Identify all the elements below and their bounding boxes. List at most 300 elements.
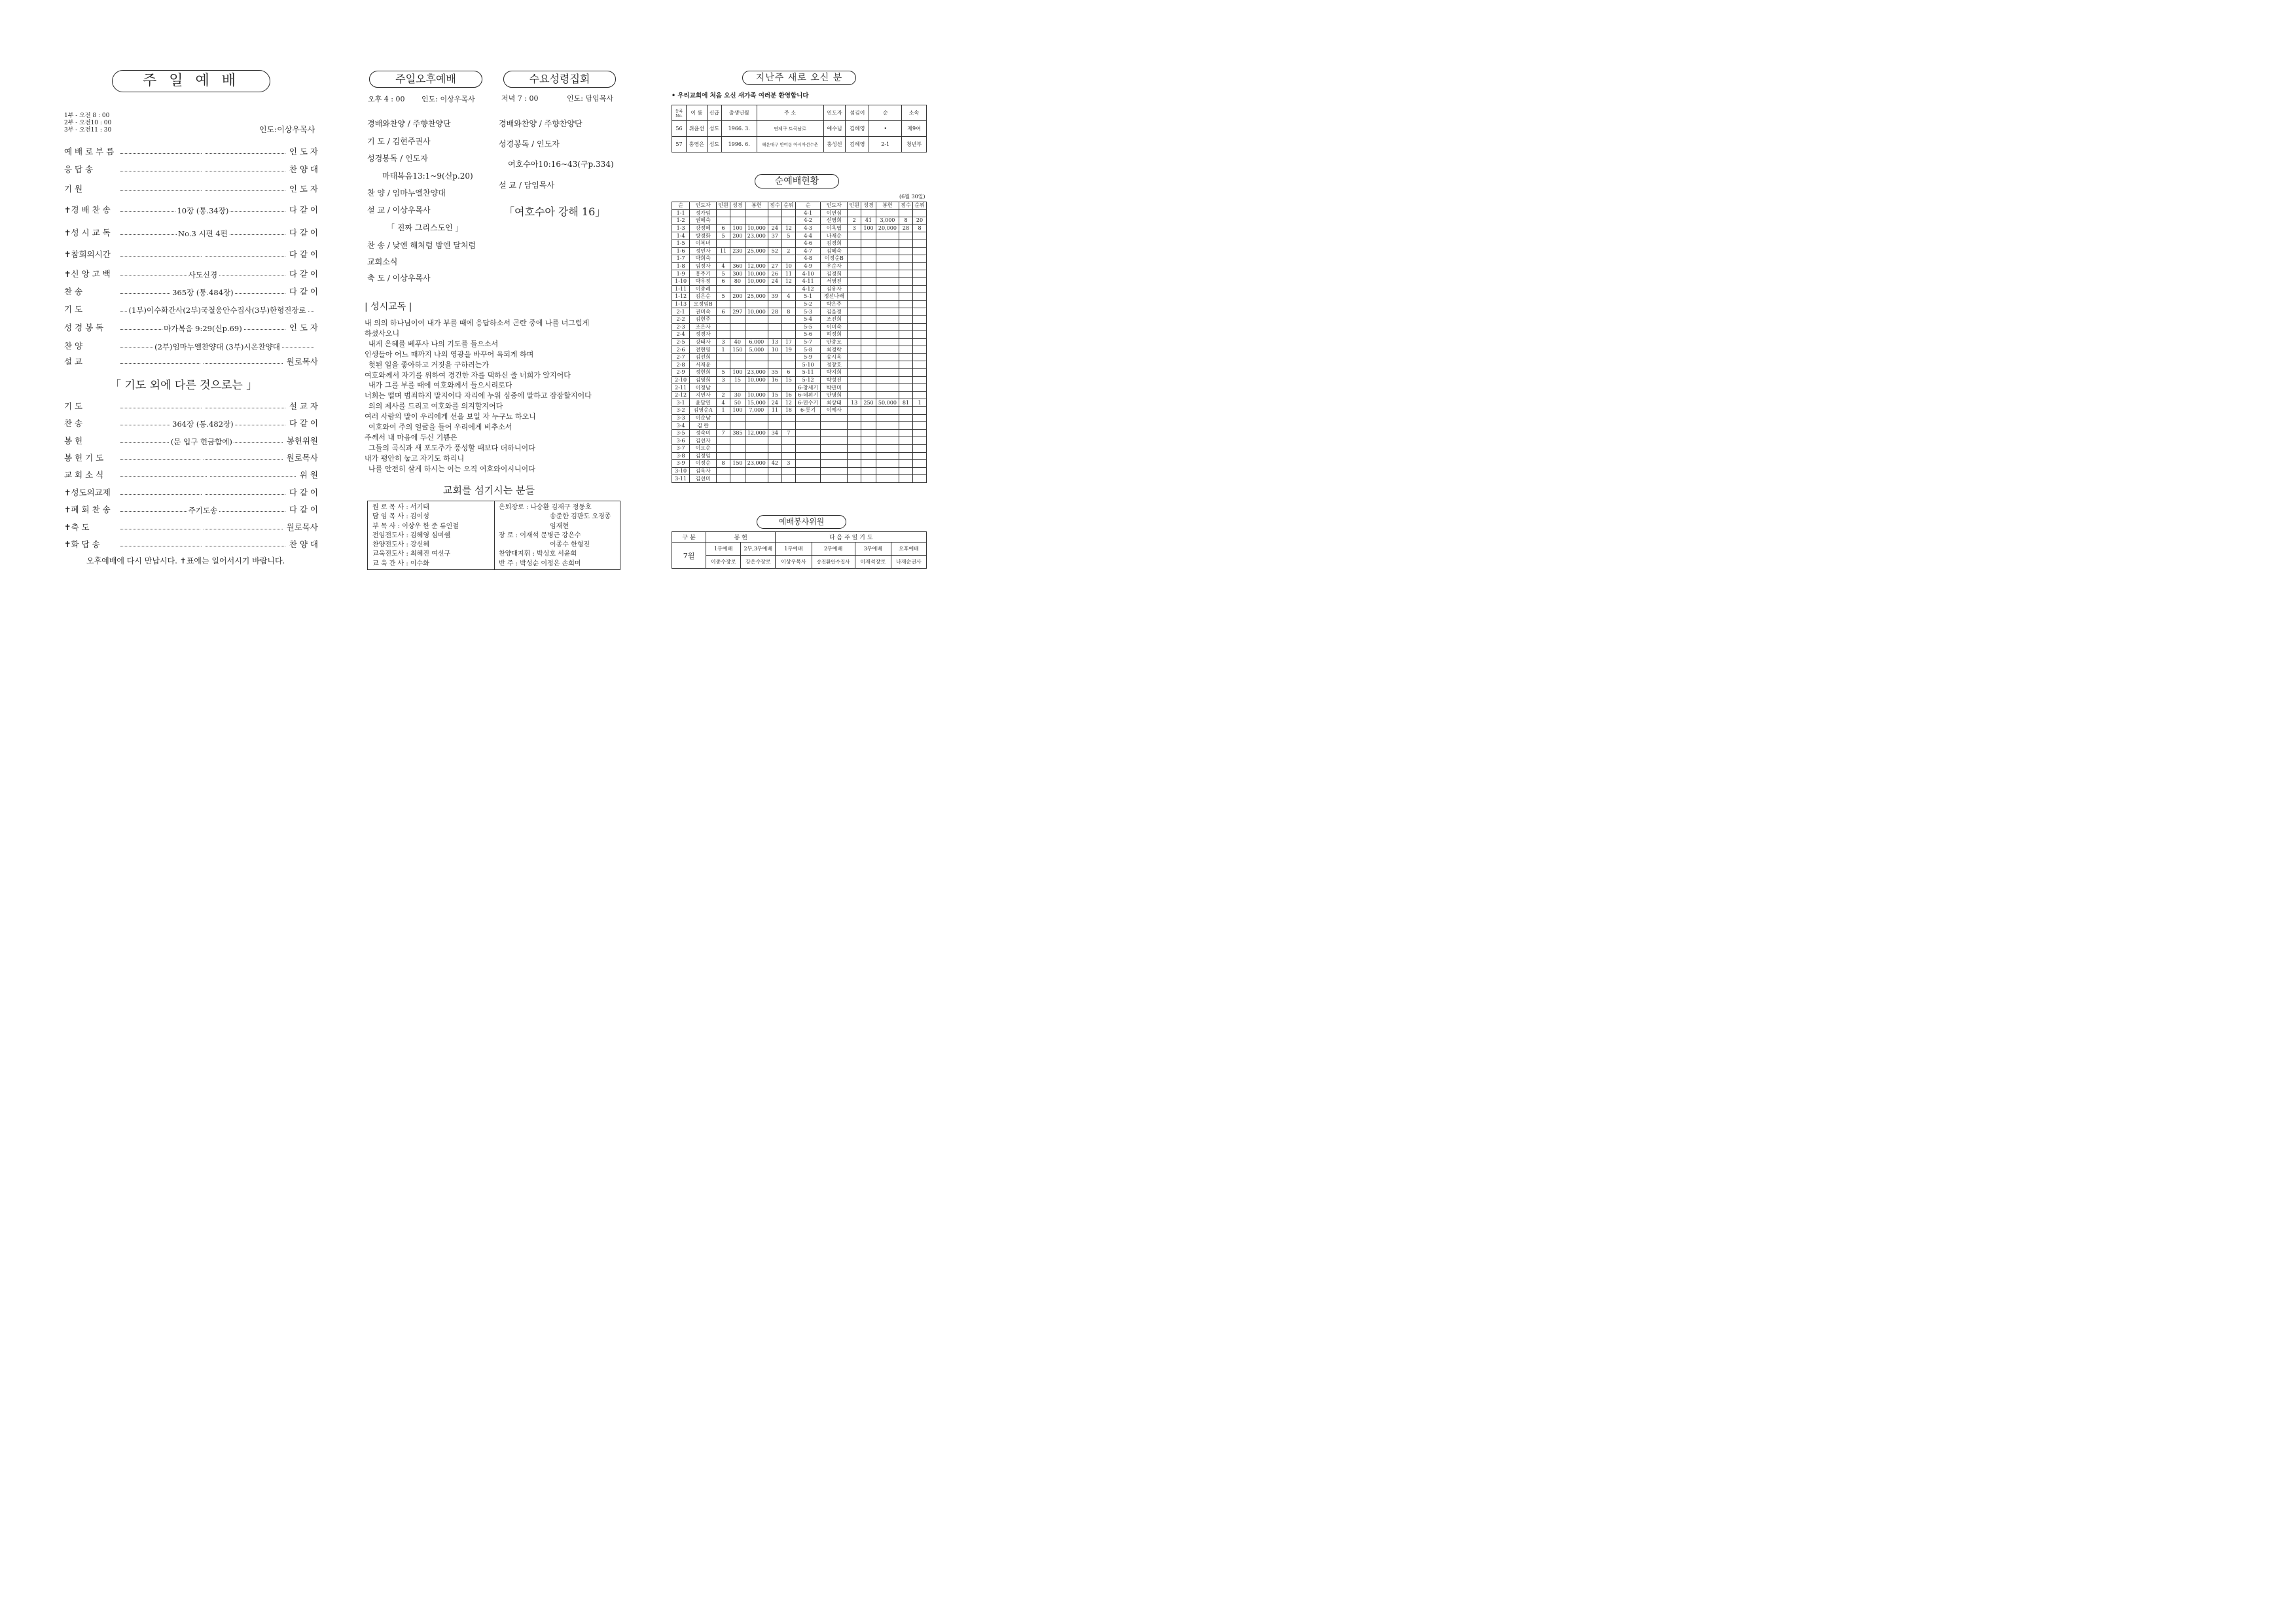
service-row-detail: [202, 490, 204, 499]
table-cell: [848, 331, 861, 339]
table-cell: [730, 467, 745, 475]
staff-line: 은퇴장로 : 나승환 김재구 정동호: [499, 504, 592, 511]
service-row: [64, 226, 318, 238]
reading-line: 의의 제사를 드리고 여호와를 의지할지어다: [368, 402, 503, 411]
table-cell: [730, 323, 745, 331]
table-cell: 6-롯기: [795, 407, 821, 415]
service-row-detail: [200, 359, 203, 368]
afternoon-time: 오후 4 : 00: [368, 95, 405, 103]
table-cell: 8: [781, 308, 795, 316]
table-cell: [861, 460, 876, 468]
table-cell: 안종모: [821, 338, 848, 346]
table-cell: [899, 262, 913, 270]
table-row: [672, 240, 927, 247]
header-cell: 인원: [848, 202, 861, 210]
table-cell: [848, 414, 861, 422]
servers-title: 예배봉사위원: [757, 515, 846, 529]
table-cell: 1-8: [672, 262, 690, 270]
afternoon-title: 주일오후예배: [369, 71, 482, 88]
table-cell: [821, 445, 848, 453]
table-cell: [848, 391, 861, 399]
table-cell: [745, 361, 768, 369]
service-row-detail: [202, 251, 204, 260]
table-cell: 이정순B: [821, 255, 848, 263]
reading-line: 내가 평안히 눕고 자기도 하리니: [365, 454, 465, 463]
service-row-detail: 주기도송: [188, 506, 218, 515]
newcomers-title: 지난주 새로 오신 분: [742, 71, 856, 85]
afternoon-sermon: 「 진짜 그리스도인 」: [387, 223, 463, 232]
table-cell: [848, 255, 861, 263]
service-row-role: 봉헌위원: [286, 436, 318, 446]
table-cell: [781, 422, 795, 430]
table-cell: [768, 467, 781, 475]
table-cell: 100: [730, 407, 745, 415]
table-cell: [876, 353, 899, 361]
table-cell: [768, 445, 781, 453]
month-cell: 7월: [672, 543, 706, 569]
table-cell: [899, 293, 913, 301]
reading-line: 여호와여 주의 얼굴을 들어 우리에게 비추소서: [368, 423, 512, 432]
table-cell: 3: [717, 338, 730, 346]
table-cell: 3-7: [672, 445, 690, 453]
table-cell: [745, 445, 768, 453]
table-cell: [768, 255, 781, 263]
table-cell: [876, 407, 899, 415]
table-cell: [821, 414, 848, 422]
table-cell: [861, 323, 876, 331]
table-cell: [861, 422, 876, 430]
table-cell: [795, 422, 821, 430]
table-cell: [745, 437, 768, 445]
table-cell: 100: [730, 369, 745, 377]
afternoon-item: 기 도 / 김현주권사: [367, 137, 431, 146]
afternoon-item: 경배와찬양 / 주향찬양단: [367, 119, 451, 128]
service-row-label: 설 교: [64, 357, 83, 366]
table-cell: 서재윤: [690, 361, 717, 369]
table-cell: 3: [781, 460, 795, 468]
table-cell: 김유자: [821, 285, 848, 293]
header-cell: 주 소: [757, 105, 823, 121]
table-cell: [730, 285, 745, 293]
service-row: [64, 145, 318, 157]
table-cell: [781, 414, 795, 422]
table-cell: [861, 437, 876, 445]
table-cell: 6: [717, 308, 730, 316]
service-row: [64, 452, 318, 463]
table-cell: 13: [848, 399, 861, 407]
header-cell: 순: [869, 105, 902, 121]
table-cell: [848, 361, 861, 369]
table-cell: 6-데위기: [795, 391, 821, 399]
staff-line: 교육전도사 : 최혜진 여선구: [372, 550, 451, 558]
table-row: [672, 422, 927, 430]
service-row-detail: 사도신경: [188, 270, 218, 279]
table-cell: [912, 308, 926, 316]
table-cell: [899, 331, 913, 339]
reading-line: 헛된 일을 좋아하고 거짓을 구하려는가: [368, 360, 490, 369]
service-row: [64, 285, 318, 297]
table-cell: [848, 460, 861, 468]
table-cell: 300: [730, 270, 745, 278]
table-cell: 5-11: [795, 369, 821, 377]
service-row: [64, 400, 318, 412]
table-cell: 5-7: [795, 338, 821, 346]
table-cell: 1-1: [672, 209, 690, 217]
table-cell: 김현주: [690, 315, 717, 323]
table-cell: [912, 315, 926, 323]
table-cell: [745, 475, 768, 483]
header-cell: 인원: [717, 202, 730, 210]
service-row-label: 예 배 로 부 름: [64, 147, 115, 156]
table-row: [672, 467, 927, 475]
header-cell: 순: [672, 202, 690, 210]
table-cell: 11: [717, 247, 730, 255]
table-row: [672, 407, 927, 415]
table-row: [672, 361, 927, 369]
table-cell: 2-9: [672, 369, 690, 377]
table-cell: 3-2: [672, 407, 690, 415]
table-cell: 360: [730, 262, 745, 270]
table-cell: [912, 300, 926, 308]
table-cell: [745, 422, 768, 430]
table-cell: [717, 315, 730, 323]
table-cell: [848, 407, 861, 415]
table-cell: [768, 300, 781, 308]
table-cell: [912, 445, 926, 453]
table-cell: [912, 247, 926, 255]
table-cell: [745, 384, 768, 392]
table-cell: [821, 460, 848, 468]
table-cell: [861, 285, 876, 293]
table-cell: 6-민수기: [795, 399, 821, 407]
service-row: [64, 469, 318, 480]
service-row-label: 찬 양: [64, 341, 83, 351]
staff-line: 반 주 : 박성순 이정은 손희미: [499, 560, 581, 567]
reading-title: | 성시교독 |: [365, 302, 412, 312]
table-cell: [848, 338, 861, 346]
table-cell: 13: [768, 338, 781, 346]
table-cell: 나재순: [821, 232, 848, 240]
staff-line: 부 목 사 : 이상우 한 준 류인철: [372, 522, 459, 530]
table-cell: 3-9: [672, 460, 690, 468]
table-cell: [861, 376, 876, 384]
table-cell: [912, 277, 926, 285]
table-cell: 5-9: [795, 353, 821, 361]
table-cell: 2-3: [672, 323, 690, 331]
table-cell: [848, 422, 861, 430]
header-cell: 봉헌: [876, 202, 899, 210]
table-cell: 신영희: [821, 217, 848, 225]
main-sermon-title: 「 기도 외에 다른 것으로는 」: [110, 379, 258, 392]
service-row-role: 다 같 이: [289, 418, 318, 428]
table-cell: 김영희: [690, 376, 717, 384]
table-cell: [781, 323, 795, 331]
table-cell: 24: [768, 224, 781, 232]
table-cell: [730, 452, 745, 460]
table-cell: [861, 414, 876, 422]
table-cell: [795, 437, 821, 445]
table-cell: 3-8: [672, 452, 690, 460]
table-cell: [745, 323, 768, 331]
table-cell: [717, 467, 730, 475]
table-cell: 6: [717, 224, 730, 232]
table-cell: 4-7: [795, 247, 821, 255]
table-cell: 3-3: [672, 414, 690, 422]
table-cell: [730, 475, 745, 483]
table-cell: 2-10: [672, 376, 690, 384]
service-row: [64, 417, 318, 429]
reading-line: 여러 사람의 말이 우리에게 선을 보일 자 누구뇨 하오니: [365, 412, 536, 421]
table-cell: 23,000: [745, 460, 768, 468]
table-cell: 6,000: [745, 338, 768, 346]
table-cell: 송시옥: [821, 353, 848, 361]
table-cell: [795, 452, 821, 460]
table-cell: [876, 232, 899, 240]
table-cell: [848, 467, 861, 475]
table-cell: [717, 437, 730, 445]
table-cell: 정선나래: [821, 293, 848, 301]
table-cell: 81: [899, 399, 913, 407]
table-cell: 3,000: [876, 217, 899, 225]
table-cell: [848, 270, 861, 278]
afternoon-item: 성경봉독 / 인도자: [367, 154, 428, 163]
service-row-detail: [200, 455, 203, 464]
table-cell: [861, 209, 876, 217]
table-cell: [768, 285, 781, 293]
reading-text: [365, 318, 620, 474]
service-row-role: 다 같 이: [289, 287, 318, 296]
table-cell: [730, 437, 745, 445]
table-cell: [717, 209, 730, 217]
table-cell: 3-10: [672, 467, 690, 475]
table-cell: [848, 315, 861, 323]
table-cell: 5: [717, 270, 730, 278]
table-cell: 2-4: [672, 331, 690, 339]
table-cell: [768, 240, 781, 247]
table-cell: 1-4: [672, 232, 690, 240]
table-cell: 전현영: [690, 346, 717, 354]
table-cell: [912, 376, 926, 384]
table-cell: 김영순A: [690, 407, 717, 415]
table-cell: [899, 315, 913, 323]
table-cell: [876, 376, 899, 384]
table-cell: [717, 384, 730, 392]
service-row-label: ✝경 배 찬 송: [64, 205, 111, 215]
table-cell: [876, 285, 899, 293]
table-cell: [876, 445, 899, 453]
table-cell: [899, 467, 913, 475]
table-cell: 최경락: [821, 346, 848, 354]
service-row-detail: 10장 (통.34장): [177, 206, 229, 215]
table-cell: 39: [768, 293, 781, 301]
table-cell: [876, 437, 899, 445]
table-cell: 20,000: [876, 224, 899, 232]
table-cell: 28: [768, 308, 781, 316]
table-row: [672, 376, 927, 384]
attendance-table: [672, 202, 927, 483]
table-cell: 100: [730, 224, 745, 232]
table-cell: 34: [768, 429, 781, 437]
header-cell: 순위: [781, 202, 795, 210]
service-row-label: ✝폐 회 찬 송: [64, 505, 111, 514]
afternoon-item: 찬 송 / 낮엔 해처럼 밤엔 달처럼: [367, 241, 476, 250]
table-cell: 50: [730, 399, 745, 407]
service-row: [64, 303, 318, 315]
table-cell: 5-8: [795, 346, 821, 354]
table-cell: [876, 255, 899, 263]
table-cell: 지연자: [690, 391, 717, 399]
reading-line: 여호와께서 자기를 위하여 경건한 자를 택하신 줄 너희가 알지어다: [365, 370, 571, 380]
table-cell: [861, 240, 876, 247]
table-cell: [861, 452, 876, 460]
service-row-role: 설 교 자: [289, 401, 318, 411]
table-cell: [912, 384, 926, 392]
service-times: 1부 - 오전 8 : 00 2부 - 오전10 : 00 3부 - 오전11 : 30: [64, 113, 112, 134]
table-cell: [912, 460, 926, 468]
table-cell: [848, 452, 861, 460]
table-cell: 3-6: [672, 437, 690, 445]
staff-line: 송준한 김판도 오경종: [550, 513, 611, 521]
table-cell: [912, 429, 926, 437]
table-cell: 조진희: [821, 315, 848, 323]
table-cell: [861, 346, 876, 354]
table-cell: [899, 209, 913, 217]
table-cell: 허정희: [821, 331, 848, 339]
table-cell: 7: [717, 429, 730, 437]
table-cell: [861, 467, 876, 475]
table-cell: 3: [717, 376, 730, 384]
table-cell: 방경화: [690, 232, 717, 240]
table-cell: 최상태: [821, 399, 848, 407]
table-cell: [912, 232, 926, 240]
table-cell: 52: [768, 247, 781, 255]
table-cell: [876, 293, 899, 301]
service-row-label: ✝축 도: [64, 522, 90, 532]
table-cell: 임정자: [690, 262, 717, 270]
table-cell: [781, 445, 795, 453]
table-cell: [795, 414, 821, 422]
table-cell: 23,000: [745, 232, 768, 240]
table-cell: [717, 452, 730, 460]
table-cell: [730, 361, 745, 369]
table-cell: [876, 209, 899, 217]
table-cell: 정인자: [690, 247, 717, 255]
service-row: [64, 486, 318, 498]
table-row: [672, 414, 927, 422]
table-cell: [861, 277, 876, 285]
table-cell: 김선희: [690, 353, 717, 361]
table-cell: [876, 315, 899, 323]
table-cell: [768, 384, 781, 392]
table-cell: [717, 414, 730, 422]
table-cell: 11: [781, 270, 795, 278]
table-cell: 김선자: [690, 437, 717, 445]
table-cell: 12: [781, 277, 795, 285]
table-cell: 19: [781, 346, 795, 354]
table-cell: [821, 429, 848, 437]
table-cell: 조은자: [690, 323, 717, 331]
table-cell: 2-8: [672, 361, 690, 369]
table-cell: 10,000: [745, 308, 768, 316]
table-cell: [745, 331, 768, 339]
table-cell: [768, 315, 781, 323]
table-cell: [781, 300, 795, 308]
service-row: [64, 204, 318, 215]
table-cell: [768, 209, 781, 217]
table-cell: 1-13: [672, 300, 690, 308]
table-cell: [861, 475, 876, 483]
table-row: [672, 209, 927, 217]
table-cell: [848, 437, 861, 445]
table-cell: 김정임: [690, 452, 717, 460]
header-cell: 성경: [730, 202, 745, 210]
service-row-label: ✝신 앙 고 백: [64, 269, 111, 279]
table-cell: 4-11: [795, 277, 821, 285]
header-cell: 다 음 주 일 기 도: [776, 532, 927, 543]
table-cell: [899, 255, 913, 263]
table-cell: 4-6: [795, 240, 821, 247]
header-cell: 순위: [912, 202, 926, 210]
table-row: [672, 353, 927, 361]
service-row-detail: [202, 541, 204, 550]
table-cell: [848, 429, 861, 437]
table-cell: [912, 293, 926, 301]
table-cell: [821, 422, 848, 430]
table-cell: [781, 285, 795, 293]
service-row-role: 원로목사: [286, 453, 318, 463]
table-cell: [899, 376, 913, 384]
service-row-role: 다 같 이: [289, 488, 318, 497]
service-row-label: 성 경 봉 독: [64, 323, 104, 332]
service-row-detail: [200, 524, 203, 533]
table-cell: [861, 369, 876, 377]
table-cell: 김을경: [821, 308, 848, 316]
service-row-label: ✝성도의교제: [64, 488, 111, 497]
header-cell: 인도자: [690, 202, 717, 210]
table-cell: 이미숙: [821, 323, 848, 331]
reading-line: 하셨사오니: [365, 329, 400, 338]
staff-box: [367, 501, 620, 570]
table-cell: [912, 437, 926, 445]
afternoon-item: 교회소식: [367, 257, 398, 266]
table-cell: 10: [768, 346, 781, 354]
table-cell: 26: [768, 270, 781, 278]
table-cell: 15,000: [745, 399, 768, 407]
table-cell: 정경자: [690, 331, 717, 339]
table-cell: 230: [730, 247, 745, 255]
table-cell: [861, 445, 876, 453]
table-cell: [861, 353, 876, 361]
table-cell: [781, 475, 795, 483]
table-cell: [861, 391, 876, 399]
table-cell: 정현희: [690, 369, 717, 377]
table-cell: [899, 384, 913, 392]
reading-line: 내게 은혜를 베푸사 나의 기도를 들으소서: [368, 339, 499, 348]
table-cell: 김선미: [690, 475, 717, 483]
header-cell: 등록No.: [672, 105, 687, 121]
table-cell: [912, 331, 926, 339]
table-cell: [717, 300, 730, 308]
table-cell: 윤달연: [690, 399, 717, 407]
table-cell: [730, 315, 745, 323]
table-cell: 8: [717, 460, 730, 468]
table-cell: 2: [781, 247, 795, 255]
table-cell: [745, 240, 768, 247]
table-cell: 4-10: [795, 270, 821, 278]
table-cell: [912, 475, 926, 483]
service-row-role: 다 같 이: [289, 228, 318, 238]
service-row-role: 인 도 자: [289, 184, 318, 194]
